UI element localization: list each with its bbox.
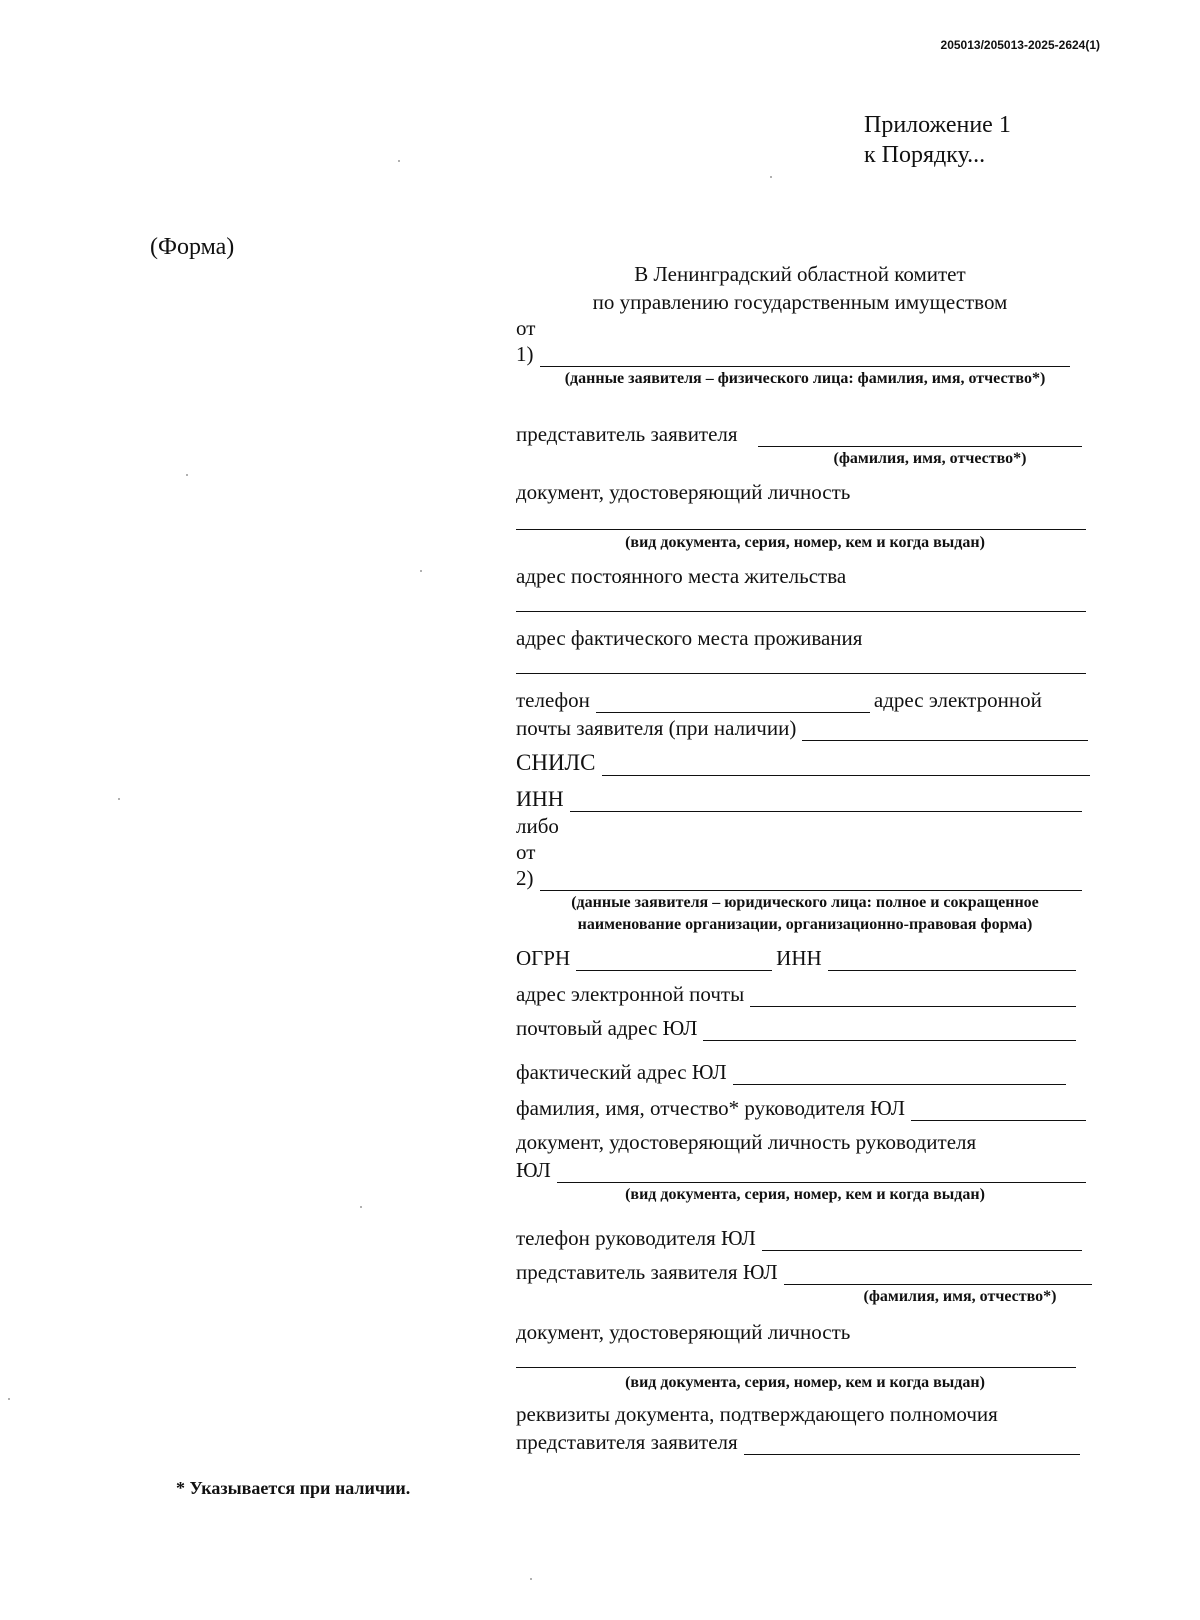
- entity-head-name-row: [516, 1096, 1086, 1121]
- individual-inn-field[interactable]: [570, 791, 1082, 812]
- entity-actual-row: [516, 1060, 1086, 1085]
- scan-speck: [186, 474, 188, 476]
- entity-head-phone-field[interactable]: [762, 1230, 1082, 1251]
- individual-snils-label: СНИЛС: [516, 750, 596, 775]
- addressee-line-1: В Ленинградский областной комитет: [634, 262, 966, 286]
- entity-authority-field[interactable]: [744, 1434, 1080, 1455]
- scan-speck: [118, 798, 120, 800]
- scan-speck: [420, 570, 422, 572]
- entity-postal-field[interactable]: [703, 1020, 1076, 1041]
- individual-snils-row: [516, 750, 1086, 776]
- entity-actual-label: фактический адрес ЮЛ: [516, 1060, 727, 1084]
- or-label: либо: [516, 814, 559, 838]
- entity-ogrn-field[interactable]: [576, 950, 772, 971]
- individual-perm-addr-field[interactable]: [516, 610, 1086, 612]
- annex-reference: к Порядку...: [864, 142, 986, 168]
- entity-rep-doc-field[interactable]: [516, 1366, 1076, 1368]
- scan-speck: [8, 1398, 10, 1400]
- individual-perm-addr-label: адрес постоянного места жительства: [516, 564, 847, 588]
- document-id: 205013/205013-2025-2624(1): [940, 38, 1100, 52]
- individual-phone-row: [516, 688, 1086, 713]
- entity-head-name-label: фамилия, имя, отчество* руководителя ЮЛ: [516, 1096, 905, 1120]
- individual-email-label-1: адрес электронной: [873, 688, 1042, 712]
- individual-name-hint: (данные заявителя – физического лица: фамилия, имя, отчество*): [564, 370, 1046, 387]
- entity-rep-label: представитель заявителя ЮЛ: [516, 1260, 778, 1284]
- individual-id-doc-hint: (вид документа, серия, номер, кем и когда выдан): [625, 534, 985, 551]
- scan-speck: [360, 1206, 362, 1208]
- entity-name-row: [516, 866, 1086, 891]
- entity-postal-row: [516, 1016, 1086, 1041]
- individual-inn-label: ИНН: [516, 786, 564, 811]
- individual-email-row: [516, 716, 1086, 741]
- entity-rep-doc-hint: (вид документа, серия, номер, кем и когда выдан): [625, 1374, 985, 1391]
- entity-email-label: адрес электронной почты: [516, 982, 745, 1006]
- individual-number: 1): [516, 342, 534, 366]
- scan-speck: [530, 1578, 532, 1580]
- individual-snils-field[interactable]: [602, 755, 1090, 776]
- entity-name-hint-1: (данные заявителя – юридического лица: полное и сокращенное: [571, 894, 1039, 911]
- individual-email-label-2: почты заявителя (при наличии): [516, 716, 797, 740]
- entity-authority-row: [516, 1430, 1086, 1455]
- entity-head-doc-label-2: ЮЛ: [516, 1158, 551, 1182]
- entity-ogrn-label: ОГРН: [516, 946, 571, 970]
- entity-email-row: [516, 982, 1086, 1007]
- entity-from-label: от: [516, 840, 536, 864]
- entity-head-doc-row: [516, 1158, 1086, 1183]
- entity-head-name-field[interactable]: [911, 1100, 1086, 1121]
- individual-id-doc-label: документ, удостоверяющий личность: [516, 480, 851, 504]
- individual-rep-field[interactable]: [758, 426, 1082, 447]
- individual-name-field[interactable]: [540, 346, 1071, 367]
- entity-rep-row: [516, 1260, 1086, 1285]
- entity-head-doc-field[interactable]: [557, 1162, 1086, 1183]
- individual-rep-label: представитель заявителя: [516, 422, 738, 446]
- individual-id-doc-field[interactable]: [516, 528, 1086, 530]
- entity-authority-label-1: реквизиты документа, подтверждающего полномочия: [516, 1402, 998, 1426]
- entity-ogrn-row: [516, 946, 1086, 971]
- entity-name-hint-2: наименование организации, организационно-правовая форма): [577, 916, 1033, 933]
- individual-phone-label: телефон: [516, 688, 590, 712]
- individual-name-row: [516, 342, 1086, 367]
- entity-number: 2): [516, 866, 534, 890]
- footnote: * Указывается при наличии.: [176, 1478, 411, 1498]
- individual-actual-addr-label: адрес фактического места проживания: [516, 626, 863, 650]
- scan-speck: [398, 160, 400, 162]
- annex-title: Приложение 1: [864, 112, 1011, 138]
- individual-email-field[interactable]: [802, 720, 1088, 741]
- entity-name-field[interactable]: [540, 870, 1083, 891]
- entity-rep-doc-label: документ, удостоверяющий личность: [516, 1320, 851, 1344]
- entity-rep-field[interactable]: [784, 1264, 1092, 1285]
- individual-from-label: от: [516, 316, 536, 340]
- individual-phone-field[interactable]: [596, 692, 870, 713]
- form-label: (Форма): [150, 234, 235, 260]
- entity-head-doc-label-1: документ, удостоверяющий личность руководителя: [516, 1130, 977, 1154]
- entity-head-doc-hint: (вид документа, серия, номер, кем и когда выдан): [625, 1186, 985, 1203]
- addressee-line-2: по управлению государственным имуществом: [592, 290, 1008, 314]
- entity-actual-field[interactable]: [733, 1064, 1066, 1085]
- individual-rep-row: [516, 422, 1086, 447]
- entity-inn-label: ИНН: [776, 946, 822, 970]
- entity-head-phone-label: телефон руководителя ЮЛ: [516, 1226, 756, 1250]
- entity-postal-label: почтовый адрес ЮЛ: [516, 1016, 698, 1040]
- scan-speck: [770, 176, 772, 178]
- entity-inn-field[interactable]: [828, 950, 1076, 971]
- individual-inn-row: [516, 786, 1086, 812]
- entity-authority-label-2: представителя заявителя: [516, 1430, 738, 1454]
- individual-rep-hint: (фамилия, имя, отчество*): [833, 450, 1027, 467]
- entity-rep-hint: (фамилия, имя, отчество*): [863, 1288, 1057, 1305]
- entity-email-field[interactable]: [750, 986, 1076, 1007]
- individual-actual-addr-field[interactable]: [516, 672, 1086, 674]
- entity-head-phone-row: [516, 1226, 1086, 1251]
